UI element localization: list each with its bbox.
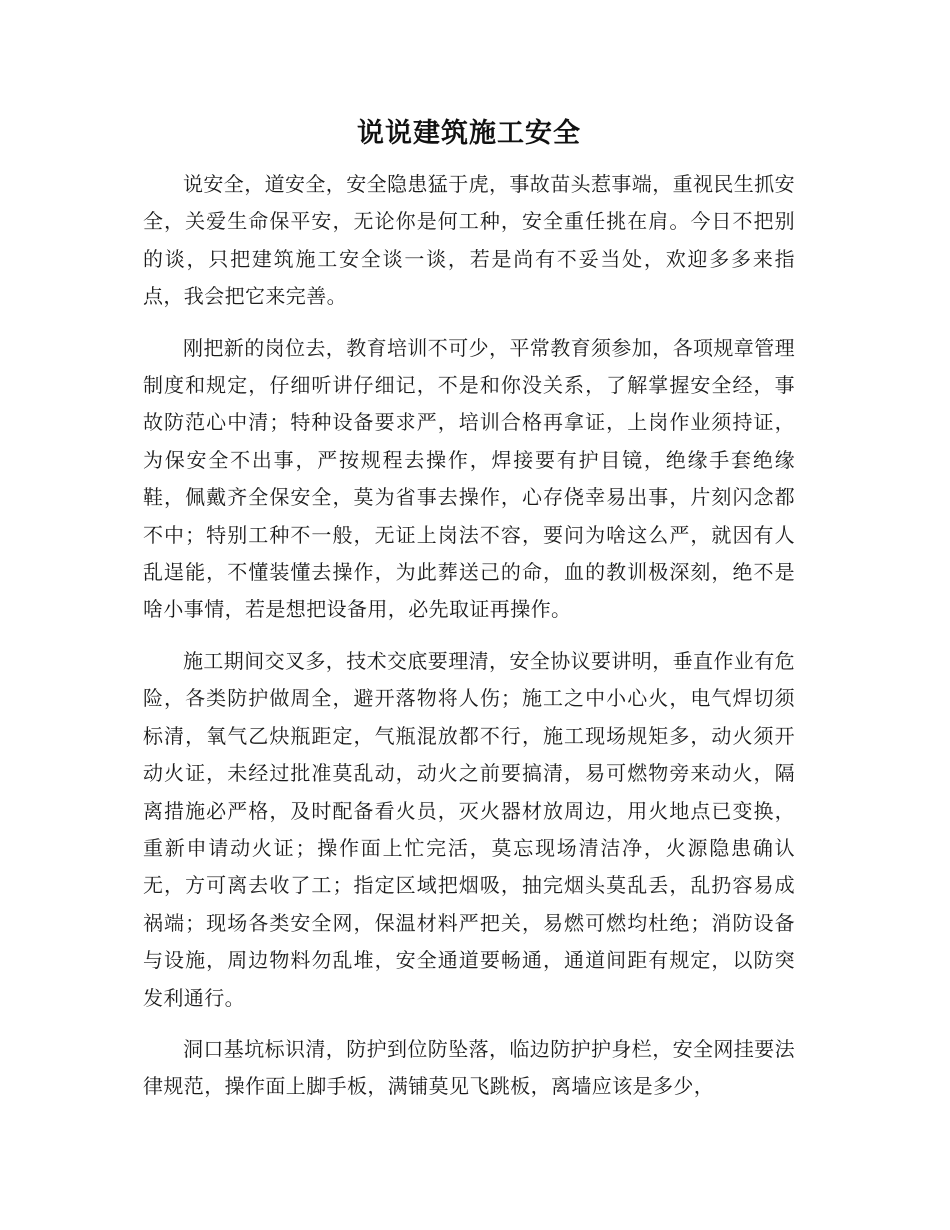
document-page: [143, 0, 795, 1106]
paragraph-1: 说安全，道安全，安全隐患猛于虎，事故苗头惹事端，重视民生抓安全，关爱生命保平安，无论你是何工种，安全重任挑在肩。今日不把别的谈，只把建筑施工安全谈一谈，若是尚有不妥当处，欢迎多多来指点，我会把它来完善。: [143, 172, 795, 309]
document-title: 说说建筑施工安全: [357, 118, 581, 149]
paragraph-4: 洞口基坑标识清，防护到位防坠落，临边防护护身栏，安全网挂要法律规范，操作面上脚手板，满铺莫见飞跳板，离墙应该是多少，: [143, 1036, 795, 1099]
paragraph-2: 刚把新的岗位去，教育培训不可少，平常教育须参加，各项规章管理制度和规定，仔细听讲仔细记，不是和你没关系，了解掌握安全经，事故防范心中清；特种设备要求严，培训合格再拿证，上岗作业须持证，为保安全不出事，严按规程去操作，焊接要有护目镜，绝缘手套绝缘鞋，佩戴齐全保安全，莫为省事去操作，心存侥幸易出事，片刻闪念都不中；特别工种不一般，无证上岗法不容，要问为啥这么严，就因有人乱逞能，不懂装懂去操作，为此葬送己的命，血的教训极深刻，绝不是啥小事情，若是想把设备用，必先取证再操作。: [143, 335, 795, 622]
paragraph-3: 施工期间交叉多，技术交底要理清，安全协议要讲明，垂直作业有危险，各类防护做周全，避开落物将人伤；施工之中小心火，电气焊切须标清，氧气乙炔瓶距定，气瓶混放都不行，施工现场规矩多，动火须开动火证，未经过批准莫乱动，动火之前要搞清，易可燃物旁来动火，隔离措施必严格，及时配备看火员，灭火器材放周边，用火地点已变换，重新申请动火证；操作面上忙完活，莫忘现场清洁净，火源隐患确认无，方可离去收了工；指定区域把烟吸，抽完烟头莫乱丢，乱扔容易成祸端；现场各类安全网，保温材料严把关，易燃可燃均杜绝；消防设备与设施，周边物料勿乱堆，安全通道要畅通，通道间距有规定，以防突发利通行。: [143, 648, 795, 1010]
